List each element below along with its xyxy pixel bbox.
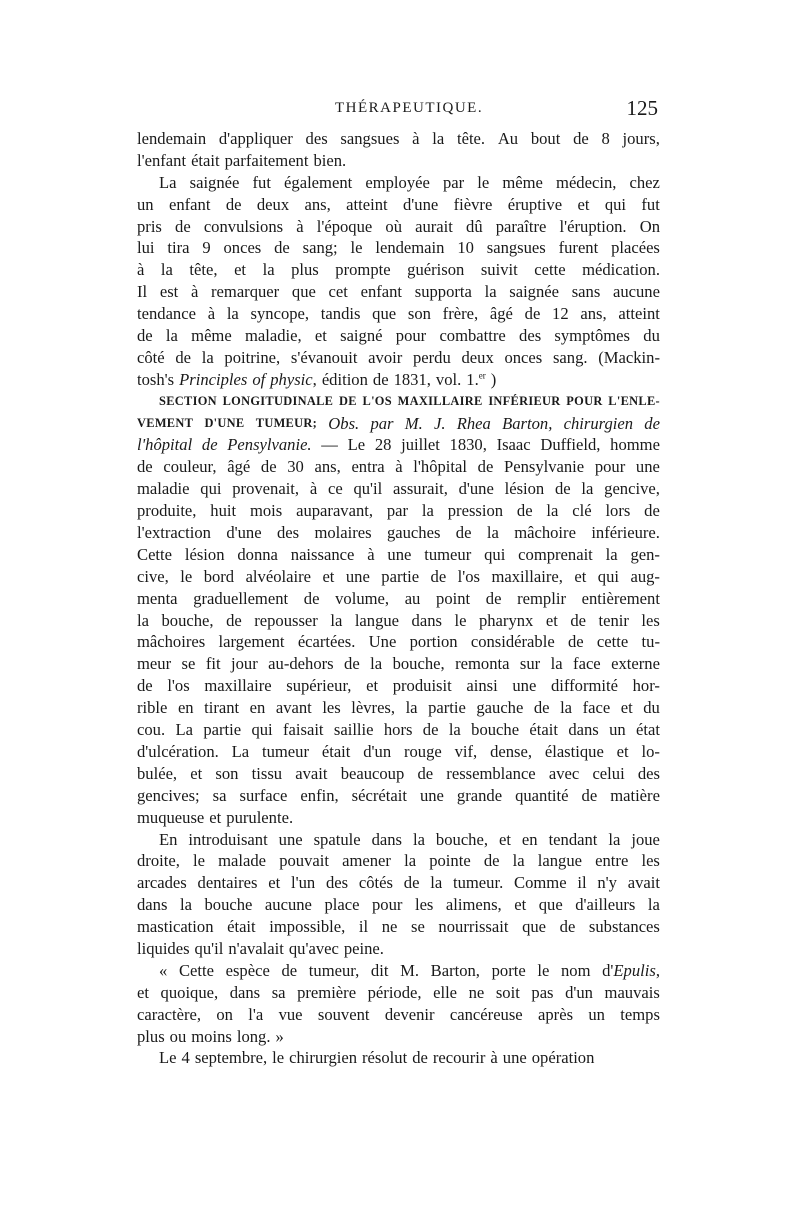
paragraph (137, 829, 660, 960)
text-line: lendemain d'appliquer des sangsues à la tête. Au bout de 8 jours, (137, 129, 660, 148)
text-line: mastication était impossible, il ne se nourrissait que de substances (137, 917, 660, 937)
text-line: « Cette espèce de tumeur, dit M. Barton, porte le nom d'Epulis, (159, 960, 660, 980)
text-line: tendance à la syncope, tandis que son frère, âgé de 12 ans, atteint (137, 304, 660, 324)
text-line: Il est à remarquer que cet enfant supporta la saignée sans aucune (137, 282, 660, 302)
paragraph (137, 960, 660, 1048)
text-line: la bouche, de repousser la langue dans le pharynx et de tenir les (137, 610, 660, 630)
text-line: l'enfant était parfaitement bien. (137, 150, 347, 170)
page-number: 125 (626, 96, 658, 120)
text-line: de couleur, âgé de 30 ans, entra à l'hôpital de Pensylvanie pour une (137, 457, 660, 477)
text-line: menta graduellement de volume, au point de remplir entièrement (137, 588, 660, 608)
text-line: un enfant de deux ans, atteint d'une fièvre éruptive et qui fut (137, 194, 660, 214)
text-line: Cette lésion donna naissance à une tumeur qui comprenait la gen- (137, 544, 660, 564)
body-text (137, 128, 660, 1069)
paragraph (137, 128, 660, 172)
text-line: côté de la poitrine, s'évanouit avoir perdu deux onces sang. (Mackin- (137, 347, 660, 367)
text-line: de la même maladie, et saigné pour combattre des symptômes du (137, 326, 660, 346)
paragraph (137, 391, 660, 829)
text-line: pris de convulsions à l'époque où aurait dû paraître l'éruption. On (137, 216, 660, 236)
running-title: THÉRAPEUTIQUE. (335, 100, 484, 116)
text-line: produite, huit mois auparavant, par la pression de la clé lors de (137, 501, 660, 521)
text-line: droite, le malade pouvait amener la pointe de la langue entre les (137, 851, 660, 871)
text-line: meur se fit jour au-dehors de la bouche, remonta sur la face externe (137, 654, 660, 674)
paragraph (137, 172, 660, 391)
text-line: cive, le bord alvéolaire et une partie de l'os maxillaire, et qui aug- (137, 566, 660, 586)
text-line: maladie qui provenait, à ce qu'il assurait, d'une lésion de la gencive, (137, 479, 660, 499)
text-line: La saignée fut également employée par le même médecin, chez (159, 172, 660, 192)
text-line: Le 4 septembre, le chirurgien résolut de recourir à une opération (159, 1048, 595, 1068)
text-line: liquides qu'il n'avalait qu'avec peine. (137, 938, 384, 958)
text-line: à la tête, et la plus prompte guérison suivit cette médication. (137, 260, 660, 280)
text-line: gencives; sa surface enfin, sécrétait une grande quantité de matière (137, 785, 660, 805)
text-line: plus ou moins long. » (137, 1026, 284, 1046)
text-line: En introduisant une spatule dans la bouche, et en tendant la joue (159, 829, 660, 849)
text-line: VEMENT D'UNE TUMEUR; Obs. par M. J. Rhea Barton, chirurgien de (137, 413, 660, 433)
text-line: arcades dentaires et l'un des côtés de la tumeur. Comme il n'y avait (137, 873, 660, 893)
text-line: l'extraction d'une des molaires gauches de la mâchoire inférieure. (137, 523, 660, 543)
text-line: tosh's Principles of physic, édition de 1831, vol. 1.$^{er}$ ) (137, 369, 497, 389)
text-line: l'hôpital de Pensylvanie. — Le 28 juillet 1830, Isaac Duffield, homme (137, 435, 660, 455)
text-line: lui tira 9 onces de sang; le lendemain 10 sangsues furent placées (137, 238, 660, 258)
page-header (137, 96, 658, 124)
text-line: muqueuse et purulente. (137, 807, 294, 827)
text-line: de l'os maxillaire supérieur, et produisit ainsi une difformité hor- (137, 676, 660, 696)
text-line: rible en tirant en avant les lèvres, la partie gauche de la face et du (137, 698, 660, 718)
text-line: caractère, on l'a vue souvent devenir cancéreuse après un temps (137, 1004, 660, 1024)
text-line: dans la bouche aucune place pour les alimens, et que d'ailleurs la (137, 895, 660, 915)
text-line: SECTION LONGITUDINALE DE L'OS MAXILLAIRE INFÉRIEUR POUR L'ENLE- (159, 393, 660, 408)
paragraph (137, 1047, 660, 1069)
text-line: d'ulcération. La tumeur était d'un rouge vif, dense, élastique et lo- (137, 741, 660, 761)
text-line: bulée, et son tissu avait beaucoup de ressemblance avec celui des (137, 763, 660, 783)
text-line: cou. La partie qui faisait saillie hors de la bouche était dans un état (137, 720, 660, 740)
text-line: et quoique, dans sa première période, elle ne soit pas d'un mauvais (137, 982, 660, 1002)
text-line: mâchoires largement écartées. Une portion considérable de cette tu- (137, 632, 660, 652)
